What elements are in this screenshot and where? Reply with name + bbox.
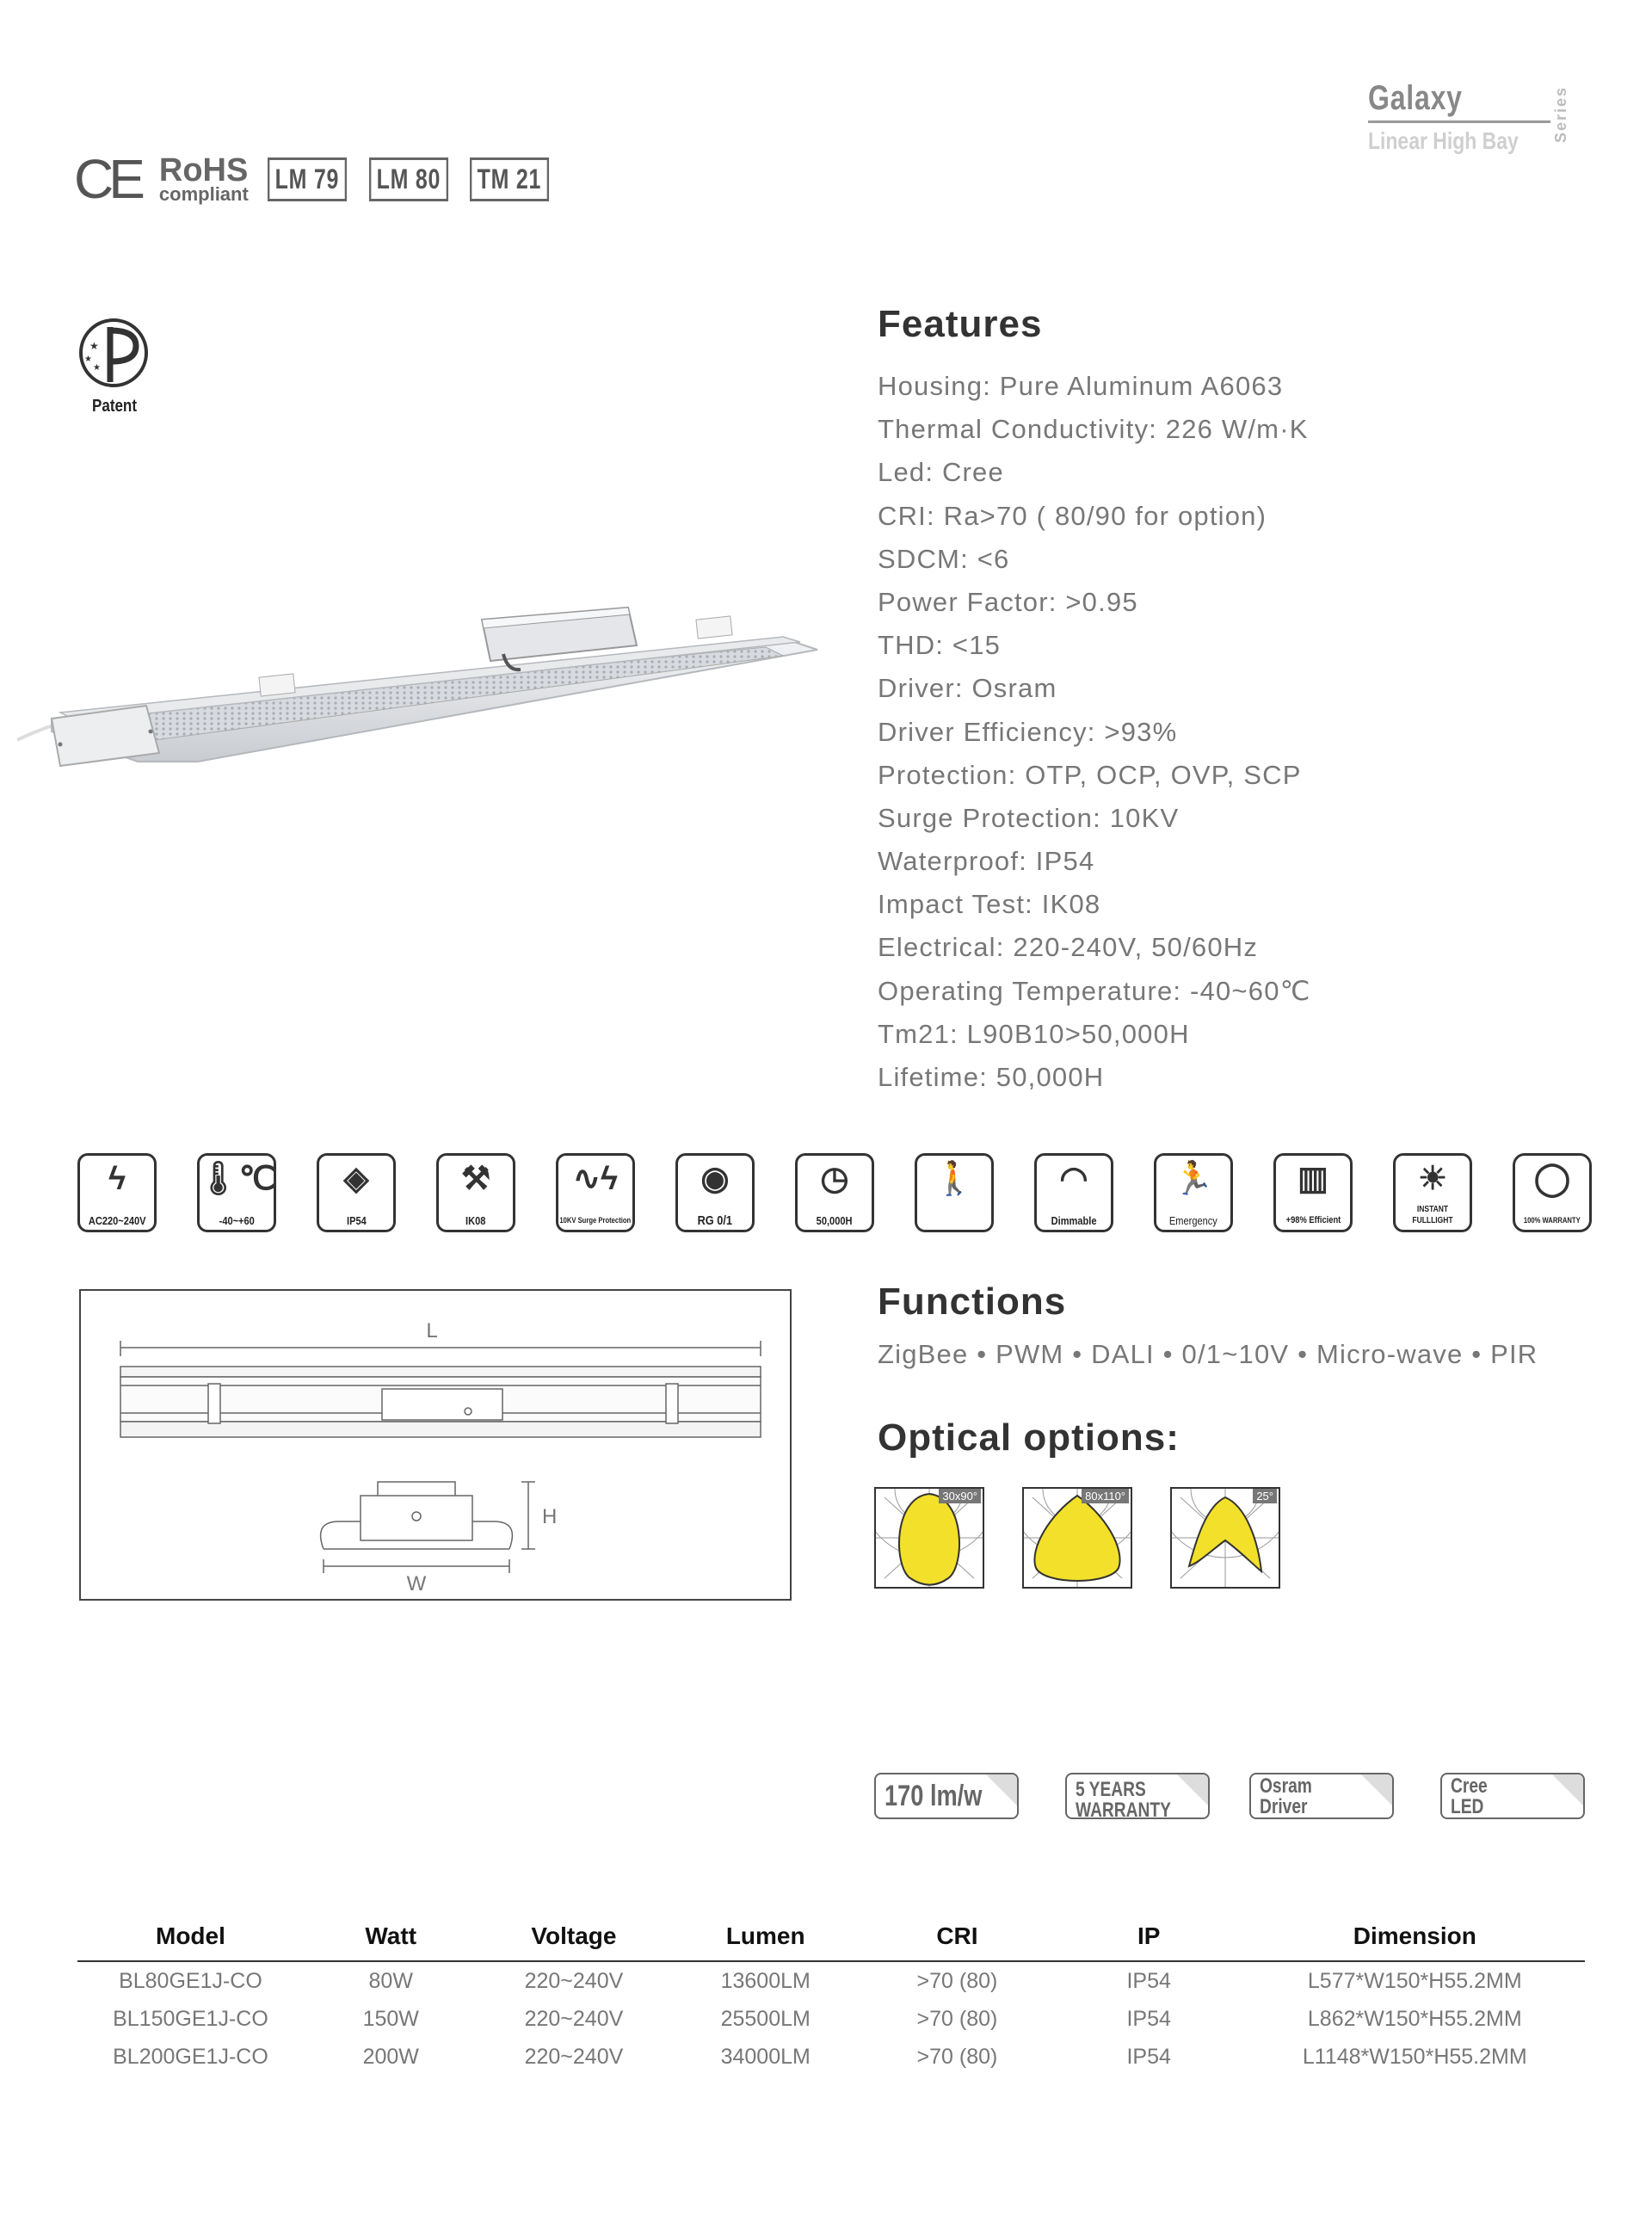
- emergency-glyph: 🏃: [1173, 1161, 1214, 1197]
- cell-watt: 150W: [362, 2006, 419, 2031]
- dimmable-icon: [1034, 1153, 1113, 1232]
- table-row: [77, 1961, 1585, 2000]
- table-header-row: [77, 1912, 1585, 1961]
- functions-title: Functions: [878, 1281, 1067, 1323]
- column-header-ip: IP: [1053, 1912, 1245, 1961]
- eye-label: RG 0/1: [697, 1213, 733, 1228]
- impact-glyph: ⚒: [460, 1161, 491, 1197]
- product-image: [9, 602, 835, 792]
- cree-led-badge: [1440, 1773, 1585, 1819]
- efficiency-icon: [1273, 1153, 1353, 1232]
- motion-sensor-icon: [915, 1153, 994, 1232]
- optic-80x110: [1022, 1487, 1132, 1589]
- patent-icon: [76, 318, 153, 416]
- feature-item: Housing: Pure Aluminum A6063: [878, 371, 1284, 401]
- patent-seal-icon: [76, 318, 153, 391]
- instant-light-label: INSTANT FULLLIGHT: [1412, 1205, 1453, 1225]
- optic-25: [1170, 1487, 1280, 1589]
- feature-item: Tm21: L90B10>50,000H: [878, 1018, 1190, 1049]
- optical-options: [874, 1487, 1287, 1590]
- instant-light-icon: [1393, 1153, 1472, 1232]
- feature-item: Driver Efficiency: >93%: [878, 716, 1178, 747]
- cell-cri: >70 (80): [916, 2044, 998, 2069]
- cell-dimension: L577*W150*H55.2MM: [1307, 1968, 1522, 1993]
- badge-fold-icon: [1550, 1773, 1585, 1807]
- efficiency-glyph: ▥: [1298, 1161, 1328, 1197]
- beam-pattern-30x90-icon: [876, 1489, 983, 1587]
- efficacy-badge: [874, 1773, 1019, 1819]
- feature-item: Protection: OTP, OCP, OVP, SCP: [878, 759, 1302, 790]
- warranty-glyph: ◯: [1533, 1161, 1571, 1197]
- column-header-voltage: Voltage: [478, 1912, 670, 1961]
- column-header-dimension: Dimension: [1245, 1912, 1585, 1961]
- spec-table: [77, 1912, 1585, 2076]
- surge-glyph: ∿ϟ: [573, 1161, 618, 1197]
- efficiency-label: +98% Efficient: [1285, 1215, 1341, 1225]
- svg-text:★: ★: [84, 355, 92, 364]
- feature-item: Power Factor: >0.95: [878, 586, 1138, 617]
- motion-sensor-glyph: 🚶: [934, 1161, 975, 1197]
- feature-item: Lifetime: 50,000H: [878, 1062, 1105, 1092]
- cell-lumen: 34000LM: [720, 2044, 811, 2069]
- voltage-icon: [77, 1153, 157, 1232]
- voltage-label: AC220~240V: [88, 1214, 146, 1227]
- feature-item: Operating Temperature: -40~60℃: [878, 975, 1311, 1006]
- voltage-glyph: ϟ: [108, 1161, 126, 1197]
- height-label: H: [542, 1505, 558, 1528]
- cell-voltage: 220~240V: [524, 2044, 624, 2069]
- features-title: Features: [878, 303, 1043, 345]
- waterproof-icon: [317, 1153, 396, 1232]
- functions-text: ZigBee • PWM • DALI • 0/1~10V • Micro-wave • PIR: [878, 1339, 1538, 1369]
- osram-badge-text: Osram Driver: [1260, 1774, 1312, 1818]
- cell-watt: 200W: [362, 2044, 419, 2069]
- dimension-drawing: [79, 1289, 792, 1601]
- brand-series: Series: [1552, 86, 1569, 144]
- rohs-mark: [159, 154, 249, 204]
- badge-fold-icon: [1359, 1773, 1394, 1807]
- surge-label: 10KV Surge Protection: [559, 1216, 632, 1225]
- feature-icon-row: [77, 1153, 1592, 1236]
- beam-pattern-80x110-icon: [1024, 1489, 1131, 1587]
- brand-subtitle: Linear High Bay: [1368, 127, 1519, 154]
- feature-item: Surge Protection: 10KV: [878, 802, 1180, 833]
- cell-voltage: 220~240V: [524, 2006, 624, 2031]
- warranty-label: 100% WARRANTY: [1524, 1216, 1581, 1225]
- cell-model: BL150GE1J-CO: [113, 2006, 268, 2031]
- optical-title: Optical options:: [878, 1416, 1180, 1459]
- cell-watt: 80W: [368, 1968, 413, 1993]
- emergency-icon: [1154, 1153, 1233, 1232]
- cree-badge-text: Cree LED: [1451, 1774, 1488, 1818]
- svg-text:★: ★: [93, 363, 101, 373]
- impact-icon: [436, 1153, 515, 1232]
- cell-cri: >70 (80): [916, 2006, 998, 2031]
- optic-label: 80x110°: [1082, 1489, 1129, 1503]
- feature-item: Driver: Osram: [878, 673, 1057, 704]
- badge-fold-icon: [984, 1773, 1019, 1807]
- brand-title: Galaxy: [1368, 79, 1463, 117]
- temperature-glyph: 🌡℃: [197, 1161, 276, 1197]
- optic-30x90: [874, 1487, 984, 1589]
- linear-high-bay-fixture-image: [9, 602, 835, 792]
- beam-pattern-25-icon: [1172, 1489, 1279, 1587]
- feature-item: Waterproof: IP54: [878, 846, 1095, 877]
- emergency-label: Emergency: [1169, 1214, 1217, 1227]
- cell-lumen: 25500LM: [720, 2006, 811, 2031]
- feature-item: Impact Test: IK08: [878, 889, 1101, 920]
- clock-label: 50,000H: [817, 1214, 853, 1227]
- warranty-badge: [1065, 1773, 1210, 1819]
- surge-icon: [556, 1153, 635, 1232]
- dimension-diagram-image: [81, 1291, 790, 1599]
- rohs-subtitle: compliant: [158, 183, 249, 205]
- dimmable-glyph: ◠: [1059, 1161, 1088, 1197]
- osram-driver-badge: [1249, 1773, 1394, 1819]
- cell-model: BL80GE1J-CO: [119, 1968, 262, 1993]
- table-row: [77, 2000, 1585, 2038]
- column-header-watt: Watt: [304, 1912, 478, 1961]
- waterproof-label: IP54: [346, 1214, 367, 1227]
- cell-dimension: L862*W150*H55.2MM: [1307, 2006, 1522, 2031]
- rohs-title: RoHS: [158, 152, 249, 188]
- eye-glyph: ◉: [700, 1161, 730, 1197]
- table-row: [77, 2038, 1585, 2076]
- clock-glyph: ◷: [820, 1161, 849, 1197]
- svg-text:★: ★: [89, 340, 99, 352]
- warranty-badge-text: 5 YEARS WARRANTY: [1076, 1778, 1171, 1819]
- brand-logo: [1368, 79, 1583, 157]
- brand-divider: [1368, 120, 1550, 123]
- cell-ip: IP54: [1126, 1968, 1171, 1993]
- warranty-icon: [1513, 1153, 1592, 1232]
- dimmable-label: Dimmable: [1051, 1214, 1097, 1227]
- patent-label: Patent: [92, 397, 137, 416]
- cell-cri: >70 (80): [916, 1968, 998, 1993]
- feature-item: Led: Cree: [878, 457, 1004, 488]
- feature-item: CRI: Ra>70 ( 80/90 for option): [878, 500, 1267, 531]
- optic-label: 25°: [1253, 1489, 1277, 1503]
- feature-item: Electrical: 220-240V, 50/60Hz: [878, 932, 1259, 963]
- waterproof-glyph: ◈: [343, 1161, 369, 1197]
- tm21-badge: TM 21: [470, 157, 549, 201]
- feature-item: SDCM: <6: [878, 543, 1010, 574]
- cell-model: BL200GE1J-CO: [113, 2044, 268, 2069]
- optic-label: 30x90°: [939, 1489, 981, 1503]
- cell-ip: IP54: [1126, 2006, 1171, 2031]
- clock-icon: [795, 1153, 874, 1232]
- instant-light-glyph: ☀: [1417, 1161, 1448, 1197]
- temperature-label: -40~+60: [219, 1214, 255, 1227]
- certification-logos: [74, 148, 552, 210]
- cell-voltage: 220~240V: [524, 1968, 624, 1993]
- lm80-badge: LM 80: [369, 157, 448, 201]
- lm79-badge: LM 79: [268, 157, 347, 201]
- ce-mark: CE: [74, 148, 140, 210]
- efficacy-badge-text: 170 lm/w: [885, 1780, 983, 1812]
- column-header-model: Model: [77, 1912, 304, 1961]
- column-header-lumen: Lumen: [669, 1912, 861, 1961]
- cell-lumen: 13600LM: [720, 1968, 811, 1993]
- feature-item: Thermal Conductivity: 226 W/m·K: [878, 414, 1309, 445]
- cell-ip: IP54: [1126, 2044, 1171, 2069]
- eye-icon: [675, 1153, 755, 1232]
- length-label: L: [426, 1319, 438, 1342]
- highlight-badges: [874, 1773, 1588, 1824]
- impact-label: IK08: [465, 1214, 486, 1227]
- temperature-icon: [197, 1153, 276, 1232]
- width-label: W: [406, 1572, 427, 1595]
- feature-item: THD: <15: [878, 630, 1002, 661]
- features-list: [878, 365, 1635, 1099]
- cell-dimension: L1148*W150*H55.2MM: [1302, 2044, 1527, 2069]
- column-header-cri: CRI: [861, 1912, 1053, 1961]
